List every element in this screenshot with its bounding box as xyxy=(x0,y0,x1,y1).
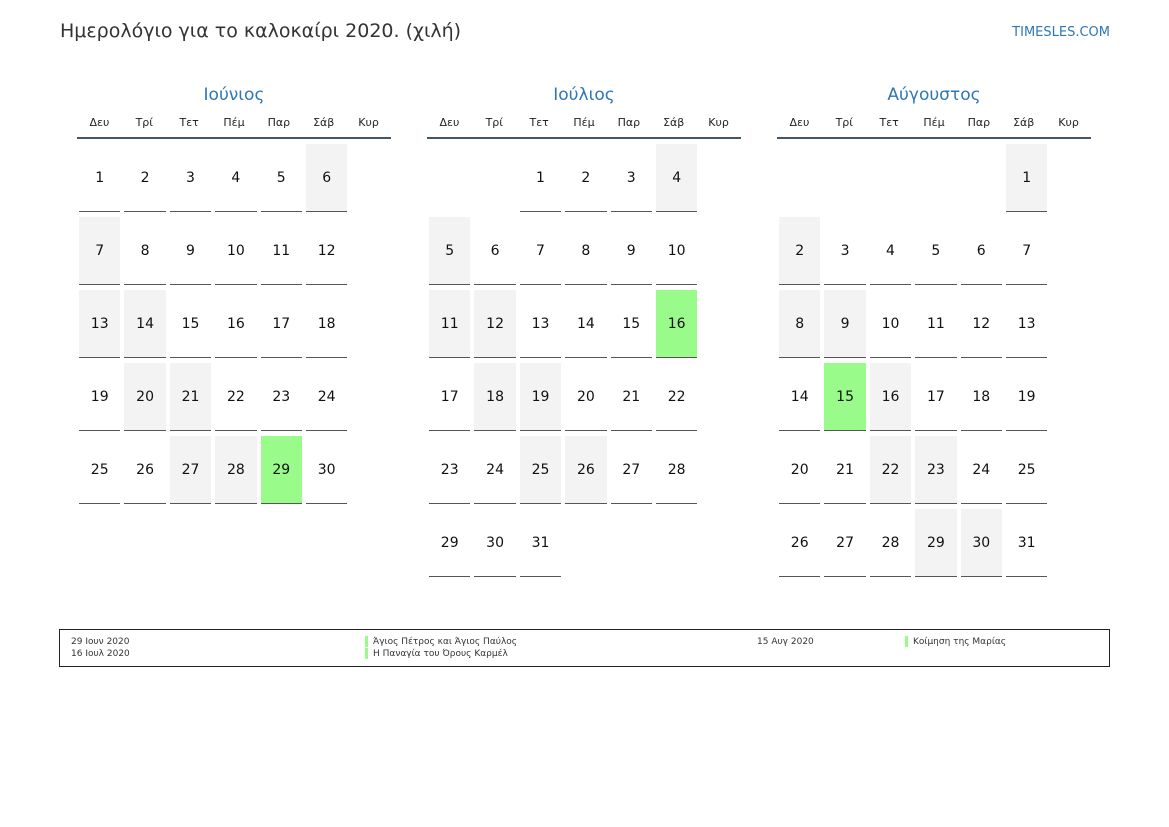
day-cell xyxy=(777,290,822,363)
day-number: 19 xyxy=(520,363,561,431)
weekday-label: Κυρ xyxy=(708,116,729,129)
day-cell xyxy=(609,217,654,290)
day-number: 16 xyxy=(656,290,697,358)
day-cell xyxy=(959,290,1004,363)
day-cell xyxy=(1004,509,1049,582)
holiday-legend xyxy=(59,629,1110,667)
day-number: 27 xyxy=(611,436,652,504)
day-cell xyxy=(913,217,958,290)
weekday-label: Παρ xyxy=(267,116,291,129)
holiday-color-marker xyxy=(365,636,368,647)
day-cell xyxy=(304,436,349,509)
day-number: 31 xyxy=(1006,509,1047,577)
day-cell xyxy=(259,363,304,436)
day-cell xyxy=(77,144,122,217)
day-cell xyxy=(518,363,563,436)
day-number: 27 xyxy=(170,436,211,504)
day-cell xyxy=(1004,217,1049,290)
day-number: 13 xyxy=(1006,290,1047,358)
day-number: 22 xyxy=(870,436,911,504)
day-number: 10 xyxy=(870,290,911,358)
day-cell xyxy=(518,217,563,290)
holiday-day-cell xyxy=(259,436,304,509)
day-number: 17 xyxy=(261,290,302,358)
day-cell xyxy=(654,144,699,217)
day-cell xyxy=(122,363,167,436)
day-cell xyxy=(304,217,349,290)
day-cell xyxy=(654,217,699,290)
day-cell xyxy=(777,217,822,290)
day-cell xyxy=(77,363,122,436)
day-number: 15 xyxy=(170,290,211,358)
day-cell xyxy=(868,217,913,290)
day-cell xyxy=(122,144,167,217)
day-cell xyxy=(868,290,913,363)
day-cell xyxy=(822,290,867,363)
day-number: 22 xyxy=(656,363,697,431)
day-cell xyxy=(1004,290,1049,363)
day-number: 9 xyxy=(824,290,865,358)
weekday-label: Κυρ xyxy=(358,116,379,129)
day-number: 11 xyxy=(429,290,470,358)
month-calendar-august xyxy=(777,83,1091,582)
weekday-label: Τρί xyxy=(835,116,853,129)
day-number: 23 xyxy=(915,436,956,504)
day-cell xyxy=(913,509,958,582)
day-cell xyxy=(609,144,654,217)
day-cell xyxy=(168,363,213,436)
day-cell xyxy=(304,144,349,217)
empty-cell xyxy=(777,144,822,217)
month-calendar-june xyxy=(77,83,391,509)
weekday-label: Πέμ xyxy=(573,116,595,129)
day-number: 4 xyxy=(215,144,256,212)
weekday-header xyxy=(777,107,1091,139)
day-cell xyxy=(427,436,472,509)
day-number: 10 xyxy=(215,217,256,285)
holiday-color-marker xyxy=(905,636,908,647)
month-name: Ιούνιος xyxy=(203,85,265,105)
day-number: 15 xyxy=(824,363,865,431)
day-number: 26 xyxy=(565,436,606,504)
day-number: 16 xyxy=(870,363,911,431)
day-number: 11 xyxy=(915,290,956,358)
legend-holiday-name: Κοίμηση της Μαρίας xyxy=(913,637,1007,647)
day-cell xyxy=(304,290,349,363)
day-number: 17 xyxy=(915,363,956,431)
day-number: 7 xyxy=(79,217,120,285)
day-number: 3 xyxy=(824,217,865,285)
day-cell xyxy=(427,290,472,363)
weekday-label: Τετ xyxy=(879,116,899,129)
site-link[interactable]: TIMESLES.COM xyxy=(1012,25,1110,40)
day-number: 17 xyxy=(429,363,470,431)
weekday-label: Τετ xyxy=(179,116,199,129)
weekday-label: Τετ xyxy=(529,116,549,129)
day-number: 14 xyxy=(565,290,606,358)
day-number: 28 xyxy=(215,436,256,504)
day-number: 27 xyxy=(824,509,865,577)
day-cell xyxy=(518,509,563,582)
day-number: 31 xyxy=(520,509,561,577)
day-cell xyxy=(913,436,958,509)
day-number: 12 xyxy=(474,290,515,358)
day-cell xyxy=(822,436,867,509)
month-name: Αύγουστος xyxy=(887,85,981,105)
weekday-label: Κυρ xyxy=(1058,116,1079,129)
day-number: 8 xyxy=(565,217,606,285)
day-cell xyxy=(518,436,563,509)
month-calendar-july xyxy=(427,83,741,582)
day-cell xyxy=(472,290,517,363)
day-number: 28 xyxy=(656,436,697,504)
day-cell xyxy=(959,436,1004,509)
day-cell xyxy=(472,509,517,582)
day-number: 8 xyxy=(124,217,165,285)
day-number: 25 xyxy=(79,436,120,504)
day-number: 12 xyxy=(961,290,1002,358)
weekday-label: Τρί xyxy=(135,116,153,129)
holiday-day-cell xyxy=(822,363,867,436)
day-cell xyxy=(168,290,213,363)
day-cell xyxy=(868,436,913,509)
day-cell xyxy=(213,436,258,509)
day-cell xyxy=(822,217,867,290)
day-number: 6 xyxy=(474,217,515,285)
empty-cell xyxy=(913,144,958,217)
day-cell xyxy=(609,290,654,363)
day-number: 29 xyxy=(261,436,302,504)
day-number: 1 xyxy=(1006,144,1047,212)
day-cell xyxy=(122,217,167,290)
day-cell xyxy=(259,290,304,363)
day-number: 14 xyxy=(124,290,165,358)
day-number: 10 xyxy=(656,217,697,285)
day-cell xyxy=(654,363,699,436)
weekday-label: Πέμ xyxy=(223,116,245,129)
day-number: 1 xyxy=(520,144,561,212)
weekday-label: Δευ xyxy=(789,116,810,129)
day-number: 23 xyxy=(429,436,470,504)
day-number: 12 xyxy=(306,217,347,285)
day-cell xyxy=(122,436,167,509)
day-number: 18 xyxy=(306,290,347,358)
day-cell xyxy=(77,217,122,290)
day-number: 5 xyxy=(429,217,470,285)
day-number: 23 xyxy=(261,363,302,431)
day-cell xyxy=(822,509,867,582)
day-number: 29 xyxy=(915,509,956,577)
month-name: Ιούλιος xyxy=(553,85,615,105)
empty-cell xyxy=(472,144,517,217)
day-number: 2 xyxy=(124,144,165,212)
day-number: 2 xyxy=(565,144,606,212)
day-cell xyxy=(913,363,958,436)
holiday-color-marker xyxy=(365,648,368,659)
day-number: 20 xyxy=(124,363,165,431)
day-number: 21 xyxy=(170,363,211,431)
day-number: 26 xyxy=(779,509,820,577)
day-number: 21 xyxy=(611,363,652,431)
day-number: 28 xyxy=(870,509,911,577)
day-number: 3 xyxy=(170,144,211,212)
empty-cell xyxy=(822,144,867,217)
day-number: 22 xyxy=(215,363,256,431)
day-number: 9 xyxy=(170,217,211,285)
day-grid xyxy=(77,144,391,509)
legend-date: 29 Ιουν 2020 xyxy=(71,637,130,647)
day-cell xyxy=(563,144,608,217)
day-number: 14 xyxy=(779,363,820,431)
weekday-header xyxy=(77,107,391,139)
day-number: 24 xyxy=(961,436,1002,504)
day-cell xyxy=(609,363,654,436)
day-cell xyxy=(563,290,608,363)
day-cell xyxy=(959,363,1004,436)
day-cell xyxy=(959,509,1004,582)
day-cell xyxy=(959,217,1004,290)
day-number: 15 xyxy=(611,290,652,358)
legend-holiday-name: Η Παναγία του Όρους Καρμέλ xyxy=(373,649,508,659)
day-cell xyxy=(213,217,258,290)
weekday-label: Δευ xyxy=(89,116,110,129)
day-cell xyxy=(168,217,213,290)
day-cell xyxy=(1004,363,1049,436)
day-number: 24 xyxy=(306,363,347,431)
day-cell xyxy=(868,363,913,436)
day-cell xyxy=(168,436,213,509)
day-cell xyxy=(1004,144,1049,217)
empty-cell xyxy=(868,144,913,217)
day-cell xyxy=(654,436,699,509)
day-cell xyxy=(304,363,349,436)
day-number: 19 xyxy=(1006,363,1047,431)
weekday-label: Σάβ xyxy=(313,116,335,129)
day-grid xyxy=(427,144,741,582)
day-number: 6 xyxy=(961,217,1002,285)
day-cell xyxy=(563,436,608,509)
day-number: 30 xyxy=(306,436,347,504)
page-title: Ημερολόγιο για το καλοκαίρι 2020. (χιλή) xyxy=(60,20,462,42)
day-cell xyxy=(259,217,304,290)
day-cell xyxy=(472,436,517,509)
day-cell xyxy=(77,436,122,509)
day-cell xyxy=(777,509,822,582)
day-number: 30 xyxy=(961,509,1002,577)
day-cell xyxy=(472,217,517,290)
day-number: 5 xyxy=(261,144,302,212)
day-number: 7 xyxy=(1006,217,1047,285)
weekday-label: Σάβ xyxy=(1013,116,1035,129)
day-number: 24 xyxy=(474,436,515,504)
empty-cell xyxy=(427,144,472,217)
day-number: 26 xyxy=(124,436,165,504)
day-cell xyxy=(122,290,167,363)
day-cell xyxy=(427,363,472,436)
weekday-label: Τρί xyxy=(485,116,503,129)
day-number: 2 xyxy=(779,217,820,285)
weekday-label: Παρ xyxy=(617,116,641,129)
day-grid xyxy=(777,144,1091,582)
day-cell xyxy=(259,144,304,217)
holiday-day-cell xyxy=(654,290,699,363)
day-number: 19 xyxy=(79,363,120,431)
legend-date: 15 Αυγ 2020 xyxy=(757,637,814,647)
weekday-header xyxy=(427,107,741,139)
empty-cell xyxy=(959,144,1004,217)
day-cell xyxy=(518,144,563,217)
day-number: 3 xyxy=(611,144,652,212)
day-cell xyxy=(472,363,517,436)
day-number: 13 xyxy=(520,290,561,358)
weekday-label: Παρ xyxy=(967,116,991,129)
day-number: 11 xyxy=(261,217,302,285)
day-cell xyxy=(609,436,654,509)
day-cell xyxy=(427,509,472,582)
day-cell xyxy=(213,290,258,363)
day-number: 18 xyxy=(474,363,515,431)
day-cell xyxy=(777,436,822,509)
day-cell xyxy=(563,363,608,436)
day-cell xyxy=(518,290,563,363)
day-cell xyxy=(1004,436,1049,509)
day-cell xyxy=(77,290,122,363)
day-number: 6 xyxy=(306,144,347,212)
day-cell xyxy=(913,290,958,363)
day-cell xyxy=(213,363,258,436)
day-number: 21 xyxy=(824,436,865,504)
day-number: 20 xyxy=(565,363,606,431)
day-cell xyxy=(213,144,258,217)
day-number: 4 xyxy=(870,217,911,285)
day-number: 4 xyxy=(656,144,697,212)
day-number: 8 xyxy=(779,290,820,358)
day-cell xyxy=(427,217,472,290)
day-number: 18 xyxy=(961,363,1002,431)
day-cell xyxy=(868,509,913,582)
day-number: 1 xyxy=(79,144,120,212)
day-number: 9 xyxy=(611,217,652,285)
day-number: 29 xyxy=(429,509,470,577)
day-cell xyxy=(563,217,608,290)
day-number: 20 xyxy=(779,436,820,504)
day-number: 5 xyxy=(915,217,956,285)
legend-date: 16 Ιουλ 2020 xyxy=(71,649,130,659)
day-number: 13 xyxy=(79,290,120,358)
legend-holiday-name: Άγιος Πέτρος και Άγιος Παύλος xyxy=(373,637,518,647)
day-number: 16 xyxy=(215,290,256,358)
weekday-label: Πέμ xyxy=(923,116,945,129)
weekday-label: Δευ xyxy=(439,116,460,129)
day-number: 25 xyxy=(520,436,561,504)
day-number: 30 xyxy=(474,509,515,577)
day-cell xyxy=(168,144,213,217)
day-number: 7 xyxy=(520,217,561,285)
weekday-label: Σάβ xyxy=(663,116,685,129)
day-number: 25 xyxy=(1006,436,1047,504)
day-cell xyxy=(777,363,822,436)
